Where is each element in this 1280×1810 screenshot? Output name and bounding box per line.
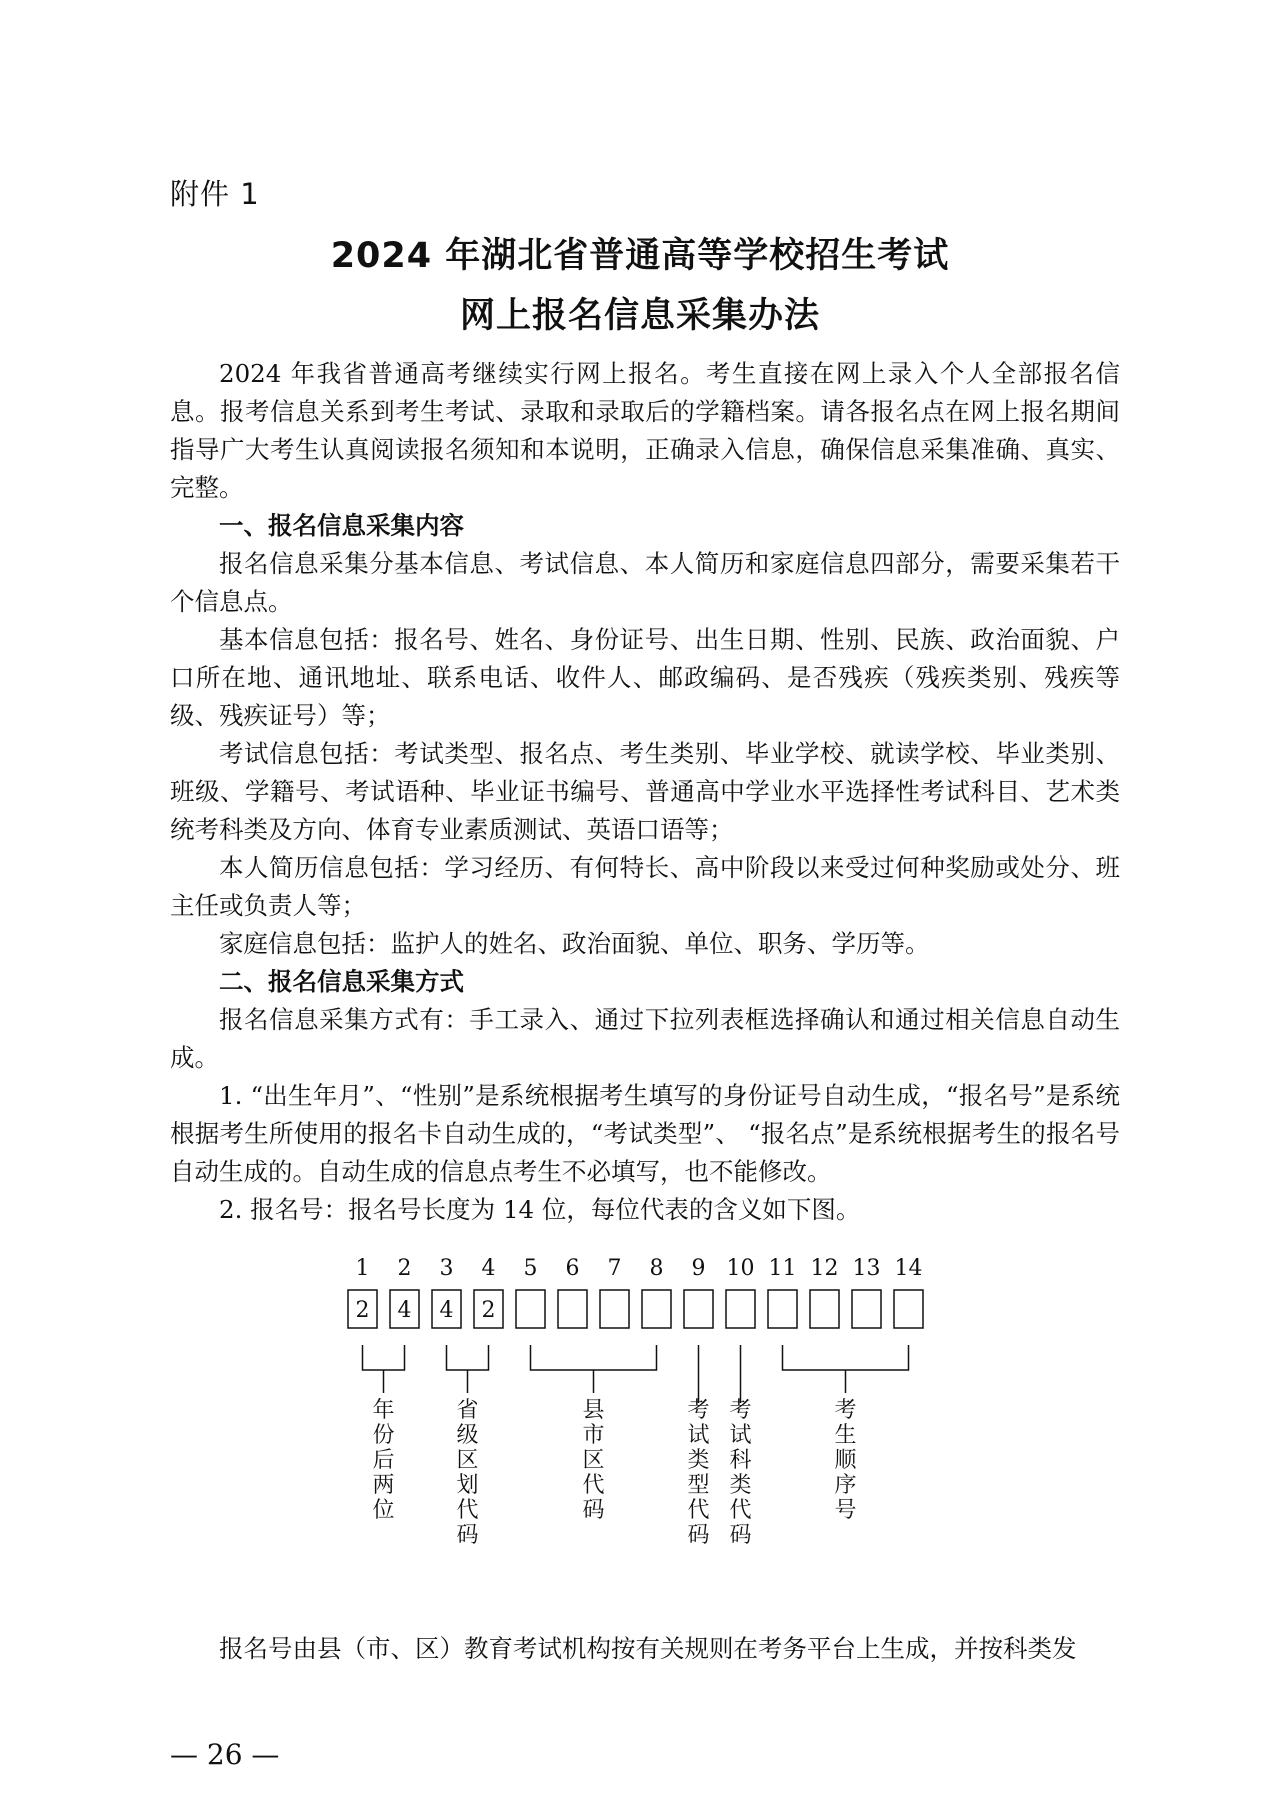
section-2-paragraph-1: 报名信息采集方式有：手工录入、通过下拉列表框选择确认和通过相关信息自动生成。	[170, 1005, 1120, 1072]
section-2-paragraph-2: 1. “出生年月”、“性别”是系统根据考生填写的身份证号自动生成，“报名号”是系统根据考生所使用的报名卡自动生成的，“考试类型”、 “报名点”是系统根据考生的报名号自动生成的。自动生成的信息点考生不必填写，也不能修改。	[170, 1081, 1120, 1186]
group-bracket	[363, 1345, 405, 1370]
intro-paragraph: 2024 年我省普通高考继续实行网上报名。考生直接在网上录入个人全部报名信息。报考信息关系到考生考试、录取和录取后的学籍档案。请各报名点在网上报名期间指导广大考生认真阅读报名须知和本说明，正确录入信息，确保信息采集准确、真实、完整。	[170, 359, 1120, 502]
section-1-paragraph-2: 基本信息包括：报名号、姓名、身份证号、出生日期、性别、民族、政治面貌、户口所在地、通讯地址、联系电话、收件人、邮政编码、是否残疾（残疾类别、残疾等级、残疾证号）等；	[170, 625, 1120, 730]
digit-position-label: 13	[852, 1256, 881, 1281]
digit-position-label: 14	[894, 1256, 923, 1281]
group-bracket	[783, 1345, 909, 1370]
digit-box	[558, 1290, 587, 1328]
digit-box	[852, 1290, 881, 1328]
digit-box	[684, 1290, 713, 1328]
digit-box	[600, 1290, 629, 1328]
digit-box	[516, 1290, 545, 1328]
section-1-paragraph-5: 家庭信息包括：监护人的姓名、政治面貌、单位、职务、学历等。	[219, 929, 930, 958]
digit-position-label: 11	[768, 1256, 797, 1281]
group-bracket	[447, 1345, 489, 1370]
digit-box	[642, 1290, 671, 1328]
digit-position-label: 8	[649, 1256, 664, 1281]
digit-position-label: 7	[607, 1256, 622, 1281]
document-title-line-2: 网上报名信息采集办法	[459, 296, 820, 336]
digit-box	[768, 1290, 797, 1328]
group-label: 省级区划代码	[456, 1398, 479, 1548]
registration-number-diagram	[345, 1245, 945, 1575]
digit-box-value: 2	[355, 1298, 370, 1323]
section-1-paragraph-4: 本人简历信息包括：学习经历、有何特长、高中阶段以来受过何种奖励或处分、班主任或负责人等；	[170, 853, 1120, 920]
attachment-label: 附件 1	[170, 177, 260, 211]
page-number: — 26 —	[170, 1738, 280, 1771]
final-paragraph-line: 报名号由县（市、区）教育考试机构按有关规则在考务平台上生成，并按科类发	[219, 1634, 1077, 1663]
document-body	[170, 355, 1120, 1229]
group-label: 考试类型代码	[687, 1398, 710, 1548]
digit-box	[810, 1290, 839, 1328]
section-1-paragraph-1: 报名信息采集分基本信息、考试信息、本人简历和家庭信息四部分，需要采集若干个信息点。	[170, 549, 1120, 616]
digit-position-label: 12	[810, 1256, 839, 1281]
document-title-line-1: 2024 年湖北省普通高等学校招生考试	[330, 236, 950, 276]
digit-box	[894, 1290, 923, 1328]
digit-box	[726, 1290, 755, 1328]
section-1-paragraph-3: 考试信息包括：考试类型、报名点、考生类别、毕业学校、就读学校、毕业类别、班级、学籍号、考试语种、毕业证书编号、普通高中学业水平选择性考试科目、艺术类统考科类及方向、体育专业素质测试、英语口语等；	[170, 739, 1120, 844]
digit-position-label: 6	[565, 1256, 580, 1281]
digit-position-label: 9	[691, 1256, 706, 1281]
digit-box-value: 4	[397, 1298, 412, 1323]
section-1-heading: 一、报名信息采集内容	[219, 511, 464, 540]
section-2-heading: 二、报名信息采集方式	[219, 967, 464, 996]
digit-box-value: 4	[439, 1298, 454, 1323]
group-label: 年份后两位	[372, 1398, 395, 1523]
digit-position-label: 1	[355, 1256, 370, 1281]
digit-position-label: 3	[439, 1256, 454, 1281]
section-2-paragraph-3: 2. 报名号：报名号长度为 14 位，每位代表的含义如下图。	[219, 1195, 861, 1224]
group-label: 考试科类代码	[729, 1398, 752, 1548]
digit-position-label: 4	[481, 1256, 496, 1281]
group-label: 县市区代码	[582, 1398, 605, 1523]
digit-position-label: 5	[523, 1256, 538, 1281]
group-label: 考生顺序号	[834, 1398, 857, 1523]
digit-position-label: 10	[726, 1256, 755, 1281]
digit-position-label: 2	[397, 1256, 412, 1281]
digit-box-value: 2	[481, 1298, 496, 1323]
group-bracket	[531, 1345, 657, 1370]
